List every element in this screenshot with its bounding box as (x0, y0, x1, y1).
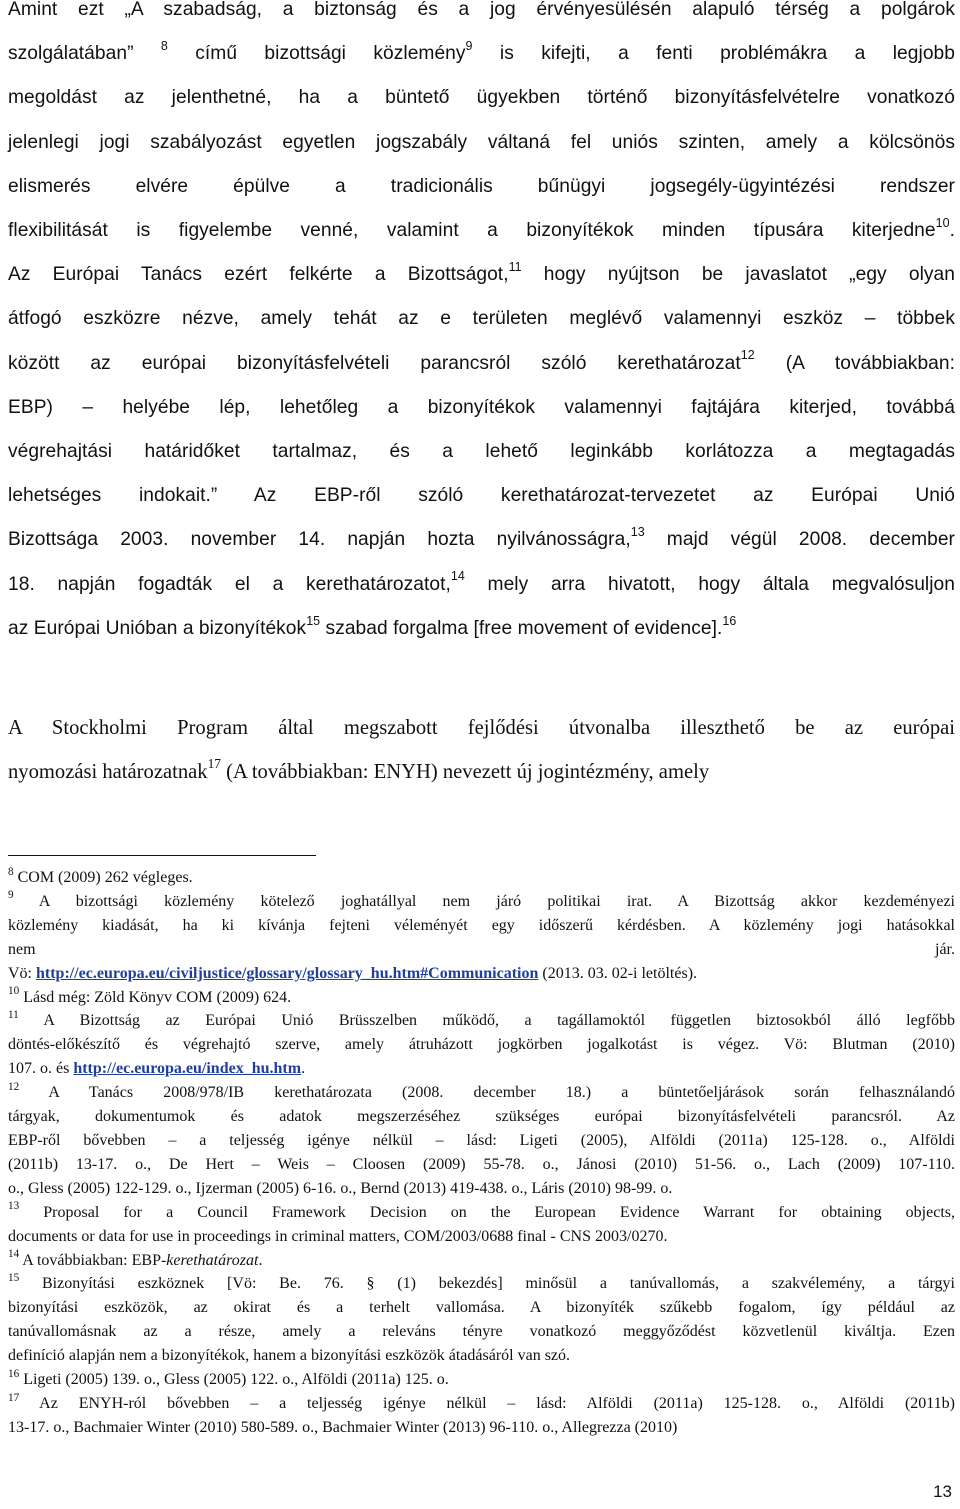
text-run: Amint ezt „A szabadság, a biztonság és a jog érvényesülésén alapuló térség a polgárok (8, 0, 955, 20)
text-line (8, 1057, 955, 1081)
page-number: 13 (933, 1482, 952, 1501)
text-run: documents or data for use in proceedings in criminal matters, COM/2003/0688 final - CNS 2003/0270. (8, 1227, 668, 1245)
text-run: Bizonyítási eszköznek [Vö: Be. 76. § (1) bekezdés] minősül a tanúvallomás, a szakvélemény, a tárgyi (19, 1275, 955, 1293)
text-line (8, 1368, 955, 1392)
text-run: nyomozási határozatnak (8, 761, 208, 784)
text-line (8, 32, 955, 76)
text-run: bizonyítási eszközök, az okirat és a terhelt vallomása. A bizonyíték szűkebb fogalom, így például az (8, 1299, 955, 1317)
text-run: Az Európai Tanács ezért felkérte a Bizottságot, (8, 264, 509, 286)
text-run: Vö: (8, 964, 36, 982)
text-run: Bizottsága 2003. november 14. napján hozta nyilvánosságra, (8, 529, 631, 551)
footnote-ref: 17 (207, 756, 221, 772)
text-run: Proposal for a Council Framework Decision on the European Evidence Warrant for obtaining objects, (19, 1203, 955, 1221)
text-line (8, 165, 955, 209)
text-run: jelenlegi jogi szabályozást egyetlen jogszabály váltaná fel uniós szinten, amely a kölcsönös (8, 131, 955, 153)
text-line (8, 914, 955, 938)
footnote-ref: 12 (8, 1080, 20, 1093)
text-run: A Tanács 2008/978/IB kerethatározata (2008. december 18.) a büntetőeljárások során felhasználandó (19, 1084, 955, 1102)
text-run: között az európai bizonyításfelvételi parancsról szóló kerethatározat (8, 352, 741, 374)
text-run: szolgálatában” (8, 43, 161, 65)
text-run: (2013. 03. 02-i letöltés). (538, 964, 698, 982)
text-run: átfogó eszközre nézve, amely tehát az e területen meglévő valamennyi eszköz – többek (8, 308, 955, 330)
footnote-ref: 11 (8, 1009, 19, 1021)
text-line (8, 121, 955, 165)
text-run: 107. o. és (8, 1060, 74, 1078)
footnote-ref: 17 (8, 1391, 20, 1404)
text-run: az Európai Unióban a bizonyítékok (8, 617, 307, 639)
text-line (8, 253, 955, 297)
text-line (8, 986, 955, 1010)
text-run: is kifejti, a fenti problémákra a legjobb (472, 43, 955, 65)
text-line (8, 938, 955, 962)
footnote-ref: 14 (8, 1248, 20, 1261)
footnote-ref: 13 (8, 1200, 20, 1213)
footnotes (8, 866, 955, 1440)
text-run: (A továbbiakban: ENYH) nevezett új jogintézmény, amely (220, 761, 710, 784)
footnote-ref: 13 (630, 525, 645, 540)
text-line (8, 297, 955, 341)
text-line (8, 1177, 955, 1201)
hyperlink[interactable]: http://ec.europa.eu/index_hu.htm (73, 1060, 302, 1078)
text-run: végrehajtási határidőket tartalmaz, és a lehető leginkább korlátozza a megtagadás (8, 441, 955, 463)
text-line (8, 1225, 955, 1249)
text-run: tárgyak, dokumentumok és adatok megszerzéséhez szükséges európai bizonyításfelvételi parancsról. Az (8, 1108, 955, 1126)
text-run: definíció alapján nem a bizonyítékok, hanem a bizonyítási eszközök átadásáról van szó. (8, 1347, 571, 1365)
footnote-ref: 15 (306, 613, 321, 628)
text-line (8, 890, 955, 914)
text-run: lehetséges indokait.” Az EBP-ről szóló kerethatározat-tervezetet az Európai Unió (8, 485, 955, 507)
footnote-ref: 10 (935, 215, 950, 230)
footnote (8, 1009, 955, 1081)
footnote (8, 866, 955, 890)
text-line (8, 1344, 955, 1368)
text-run: Az ENYH-ról bővebben – a teljesség igénye nélkül – lásd: Alföldi (2011a) 125-128. o., Alföldi (2011b) (19, 1394, 955, 1412)
text-line (8, 474, 955, 518)
text-run: című bizottsági közlemény (167, 43, 466, 65)
text-run: COM (2009) 262 végleges. (13, 869, 193, 886)
footnote (8, 1081, 955, 1201)
text-line (8, 1201, 955, 1225)
text-line (8, 518, 955, 562)
text-run: (A továbbiakban: (754, 352, 955, 374)
text-run: flexibilitását is figyelembe venné, valamint a bizonyítékok minden típusára kiterjedne (8, 220, 936, 242)
text-line (8, 1009, 955, 1033)
text-line (8, 342, 955, 386)
text-line (8, 563, 955, 607)
footnote (8, 1201, 955, 1249)
footnote-ref: 16 (722, 613, 737, 628)
text-run: közlemény kiadását, ha ki kívánja fejteni véleményét egy időszerű kérdésben. A közlemény jogi hatásokkal (8, 916, 955, 934)
text-line (8, 1249, 955, 1273)
text-line (8, 76, 955, 120)
footnote-ref: 8 (8, 865, 14, 878)
text-run: nem jár. (8, 940, 955, 958)
text-run: A Bizottság az Európai Unió Brüsszelben működő, a tagállamoktól független biztosokból álló legfőbb (18, 1012, 955, 1030)
text-line (8, 706, 955, 750)
italic-text: kerethatározat (166, 1251, 259, 1269)
footnote-ref: 9 (8, 889, 14, 902)
text-run: A bizottsági közlemény kötelező joghatállyal nem járó politikai irat. A Bizottság akkor kezdeményezi (13, 892, 955, 910)
text-line (8, 386, 955, 430)
text-line (8, 0, 955, 32)
footnote-ref: 14 (450, 569, 465, 584)
footnote-ref: 9 (465, 38, 473, 53)
footnote-separator (8, 855, 316, 856)
footnote (8, 986, 955, 1010)
text-line (8, 1153, 955, 1177)
text-run: majd végül 2008. december (644, 529, 955, 551)
text-run: EBP) – helyébe lép, lehetőleg a bizonyítékok valamennyi fajtájára kiterjed, továbbá (8, 396, 955, 418)
text-line (8, 209, 955, 253)
text-run: EBP-ről bővebben – a teljesség igénye nélkül – lásd: Ligeti (2005), Alföldi (2011a) 125-128. o., Alföldi (8, 1131, 955, 1149)
text-line (8, 962, 955, 986)
text-run: A továbbiakban: EBP- (19, 1251, 167, 1269)
hyperlink[interactable]: http://ec.europa.eu/civiljustice/glossary/glossary_hu.htm#Communication (36, 964, 539, 982)
text-run: Lásd még: Zöld Könyv COM (2009) 624. (19, 988, 292, 1006)
text-line (8, 430, 955, 474)
footnote-ref: 11 (508, 259, 522, 274)
footnote-ref: 16 (8, 1367, 20, 1380)
text-line (8, 607, 955, 651)
text-line (8, 1105, 955, 1129)
footnote (8, 890, 955, 986)
footnote-ref: 10 (8, 985, 20, 998)
text-line (8, 866, 955, 890)
footnote (8, 1368, 955, 1392)
text-line (8, 1392, 955, 1416)
text-run: elismerés elvére épülve a tradicionális bűnügyi jogsegély-ügyintézési rendszer (8, 175, 955, 197)
text-run: 13-17. o., Bachmaier Winter (2010) 580-589. o., Bachmaier Winter (2013) 96-110. o., Allegrezza (2010) (8, 1418, 678, 1436)
body-paragraph-2 (8, 706, 955, 794)
text-run: Ligeti (2005) 139. o., Gless (2005) 122. o., Alföldi (2011a) 125. o. (19, 1371, 449, 1389)
text-line (8, 1129, 955, 1153)
text-run: megoldást az jelenthetné, ha a büntető ügyekben történő bizonyításfelvételre vonatkozó (8, 87, 955, 109)
text-line (8, 1272, 955, 1296)
text-run: . (258, 1251, 263, 1269)
text-line (8, 1081, 955, 1105)
text-run: (2011b) 13-17. o., De Hert – Weis – Cloosen (2009) 55-78. o., Jánosi (2010) 51-56. o., Lach (2009) 107-110. (8, 1155, 955, 1173)
text-run: döntés-előkészítő és végrehajtó szerve, amely átruházott jogkörben jogalkotást is végez. Vö: Blutman (2010) (8, 1036, 955, 1054)
footnote-ref: 15 (8, 1271, 20, 1284)
text-line (8, 1033, 955, 1057)
footnote (8, 1392, 955, 1440)
footnote-ref: 12 (740, 348, 755, 363)
text-run: . (949, 220, 955, 242)
text-run: tanúvallomásnak az a része, amely a releváns tényre vonatkozó meggyőződést közvetlenül kiváltja. Ezen (8, 1323, 955, 1341)
text-run: o., Gless (2005) 122-129. o., Ijzerman (2005) 6-16. o., Bernd (2013) 419-438. o., Láris (2010) 98-99. o. (8, 1179, 673, 1197)
body-paragraph-1 (8, 0, 955, 651)
footnote-ref: 8 (160, 38, 168, 53)
text-run: szabad forgalma [free movement of evidence]. (320, 617, 723, 639)
text-run: mely arra hivatott, hogy általa megvalósuljon (464, 573, 955, 595)
text-run: . (301, 1060, 306, 1078)
text-run: hogy nyújtson be javaslatot „egy olyan (521, 264, 955, 286)
text-line (8, 1320, 955, 1344)
text-line (8, 1296, 955, 1320)
text-line (8, 750, 955, 794)
text-line (8, 1416, 955, 1440)
footnote (8, 1272, 955, 1368)
text-run: 18. napján fogadták el a kerethatározatot, (8, 573, 451, 595)
text-run: A Stockholmi Program által megszabott fejlődési útvonalba illeszthető be az európai (8, 717, 955, 739)
footnote (8, 1249, 955, 1273)
